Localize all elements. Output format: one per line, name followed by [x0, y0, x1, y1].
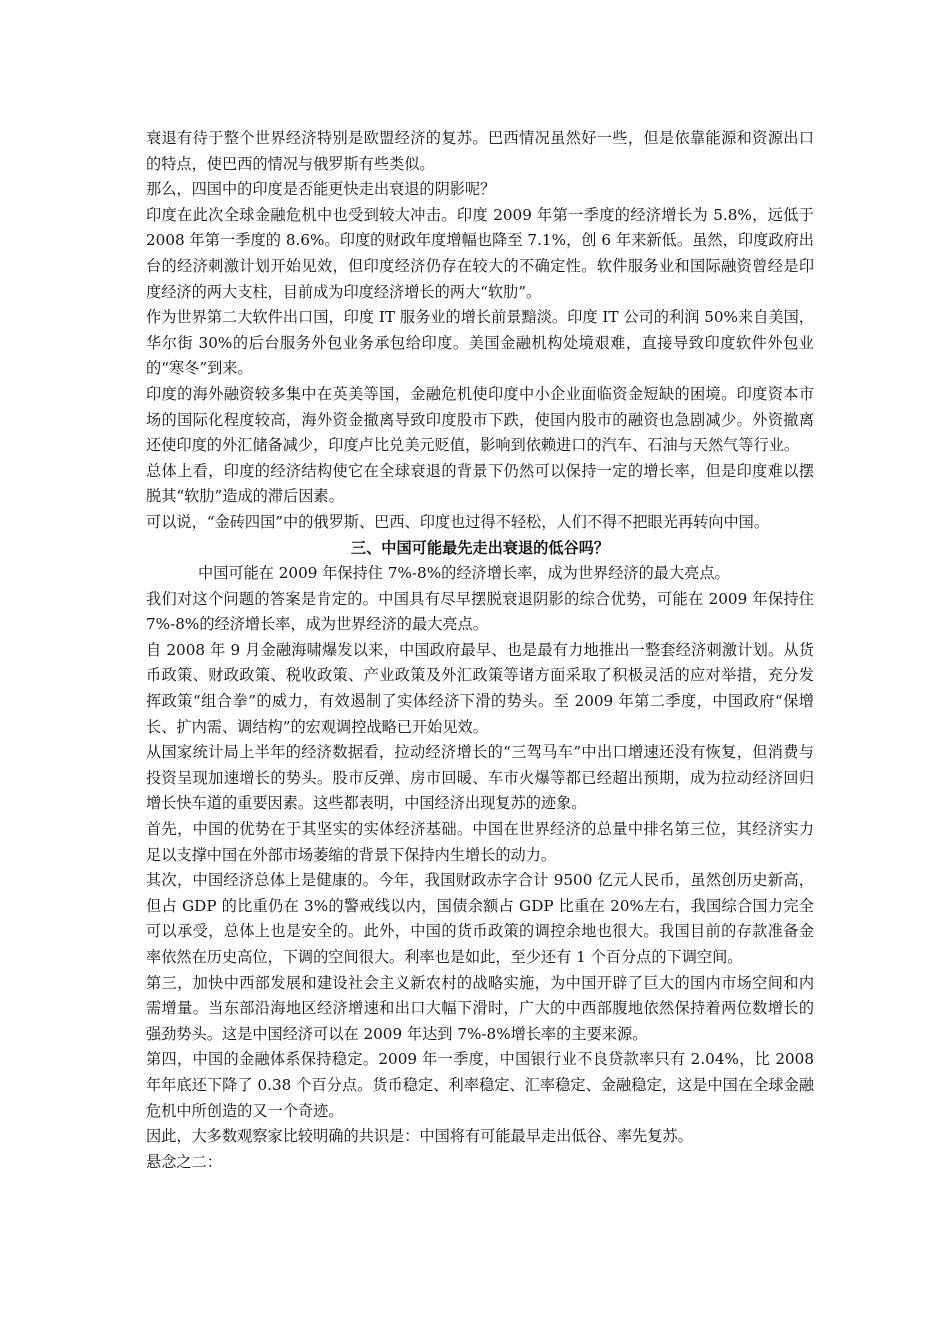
paragraph: 作为世界第二大软件出口国，印度 IT 服务业的增长前景黯淡。印度 IT 公司的利润 50%来自美国，华尔街 30%的后台服务外包业务承包给印度。美国金融机构处境艰难，直接导致印度软件外包业的“寒冬”到来。 [146, 308, 814, 378]
paragraph: 第四，中国的金融体系保持稳定。2009 年一季度，中国银行业不良贷款率只有 2.04%，比 2008 年年底还下降了 0.38 个百分点。货币稳定、利率稳定、汇率稳定、金融稳定，这是中国在全球金融危机中所创造的又一个奇迹。 [146, 1050, 814, 1120]
paragraph: 衰退有待于整个世界经济特别是欧盟经济的复苏。巴西情况虽然好一些，但是依靠能源和资源出口的特点，使巴西的情况与俄罗斯有些类似。 [146, 129, 814, 173]
document-body [146, 126, 814, 1175]
paragraph: 我们对这个问题的答案是肯定的。中国具有尽早摆脱衰退阴影的综合优势，可能在 2009 年保持住 7%-8%的经济增长率，成为世界经济的最大亮点。 [146, 589, 814, 634]
paragraph: 那么，四国中的印度是否能更快走出衰退的阴影呢？ [146, 180, 496, 199]
paragraph: 从国家统计局上半年的经济数据看，拉动经济增长的“三驾马车”中出口增速还没有恢复，但消费与投资呈现加速增长的势头。股市反弹、房市回暖、车市火爆等都已经超出预期，成为拉动经济回归增长快车道的重要因素。这些都表明，中国经济出现复苏的迹象。 [146, 743, 814, 813]
paragraph: 可以说，“金砖四国”中的俄罗斯、巴西、印度也过得不轻松，人们不得不把眼光再转向中国。 [146, 512, 770, 531]
paragraph: 因此，大多数观察家比较明确的共识是：中国将有可能最早走出低谷、率先复苏。 [146, 1127, 693, 1146]
paragraph: 印度的海外融资较多集中在英美等国，金融危机使印度中小企业面临资金短缺的困境。印度资本市场的国际化程度较高，海外资金撤离导致印度股市下跌，使国内股市的融资也急剧减少。外资撤离还使印度的外汇储备减少，印度卢比兑美元贬值，影响到依赖进口的汽车、石油与天然气等行业。 [146, 384, 814, 455]
section-heading: 三、中国可能最先走出衰退的低谷吗？ [350, 538, 610, 557]
paragraph: 总体上看，印度的经济结构使它在全球衰退的背景下仍然可以保持一定的增长率，但是印度难以摆脱其“软肋”造成的滞后因素。 [146, 461, 814, 506]
lead-paragraph: 中国可能在 2009 年保持住 7%-8%的经济增长率，成为世界经济的最大亮点。 [198, 564, 730, 583]
paragraph: 悬念之二： [146, 1152, 222, 1171]
paragraph: 首先，中国的优势在于其坚实的实体经济基础。中国在世界经济的总量中排名第三位，其经济实力足以支撑中国在外部市场萎缩的背景下保持内生增长的动力。 [146, 820, 814, 864]
paragraph: 第三，加快中西部发展和建设社会主义新农村的战略实施，为中国开辟了巨大的国内市场空间和内需增量。当东部沿海地区经济增速和出口大幅下滑时，广大的中西部腹地依然保持着两位数增长的强劲势头。这是中国经济可以在 2009 年达到 7%-8%增长率的主要来源。 [146, 973, 814, 1043]
paragraph: 自 2008 年 9 月金融海啸爆发以来，中国政府最早、也是最有力地推出一整套经济刺激计划。从货币政策、财政政策、税收政策、产业政策及外汇政策等诸方面采取了积极灵活的应对举措，充分发挥政策“组合拳”的威力，有效遏制了实体经济下滑的势头。至 2009 年第二季度，中国政府“保增长、扩内需、调结构”的宏观调控战略已开始见效。 [146, 640, 814, 736]
paragraph: 其次，中国经济总体上是健康的。今年，我国财政赤字合计 9500 亿元人民币，虽然创历史新高，但占 GDP 的比重仍在 3%的警戒线以内，国债余额占 GDP 比重在 20%左右，我国综合国力完全可以承受，总体上也是安全的。此外，中国的货币政策的调控余地也很大。我国目前的存款准备金率依然在历史高位，下调的空间很大。利率也是如此，至少还有 1 个百分点的下调空间。 [146, 871, 814, 966]
paragraph: 印度在此次全球金融危机中也受到较大冲击。印度 2009 年第一季度的经济增长为 5.8%，远低于 2008 年第一季度的 8.6%。印度的财政年度增幅也降至 7.1%，创 6 年来新低。虽然，印度政府出台的经济刺激计划开始见效，但印度经济仍存在较大的不确定性。软件服务业和国际融资曾经是印度经济的两大支柱，目前成为印度经济增长的两大“软肋”。 [146, 205, 814, 301]
